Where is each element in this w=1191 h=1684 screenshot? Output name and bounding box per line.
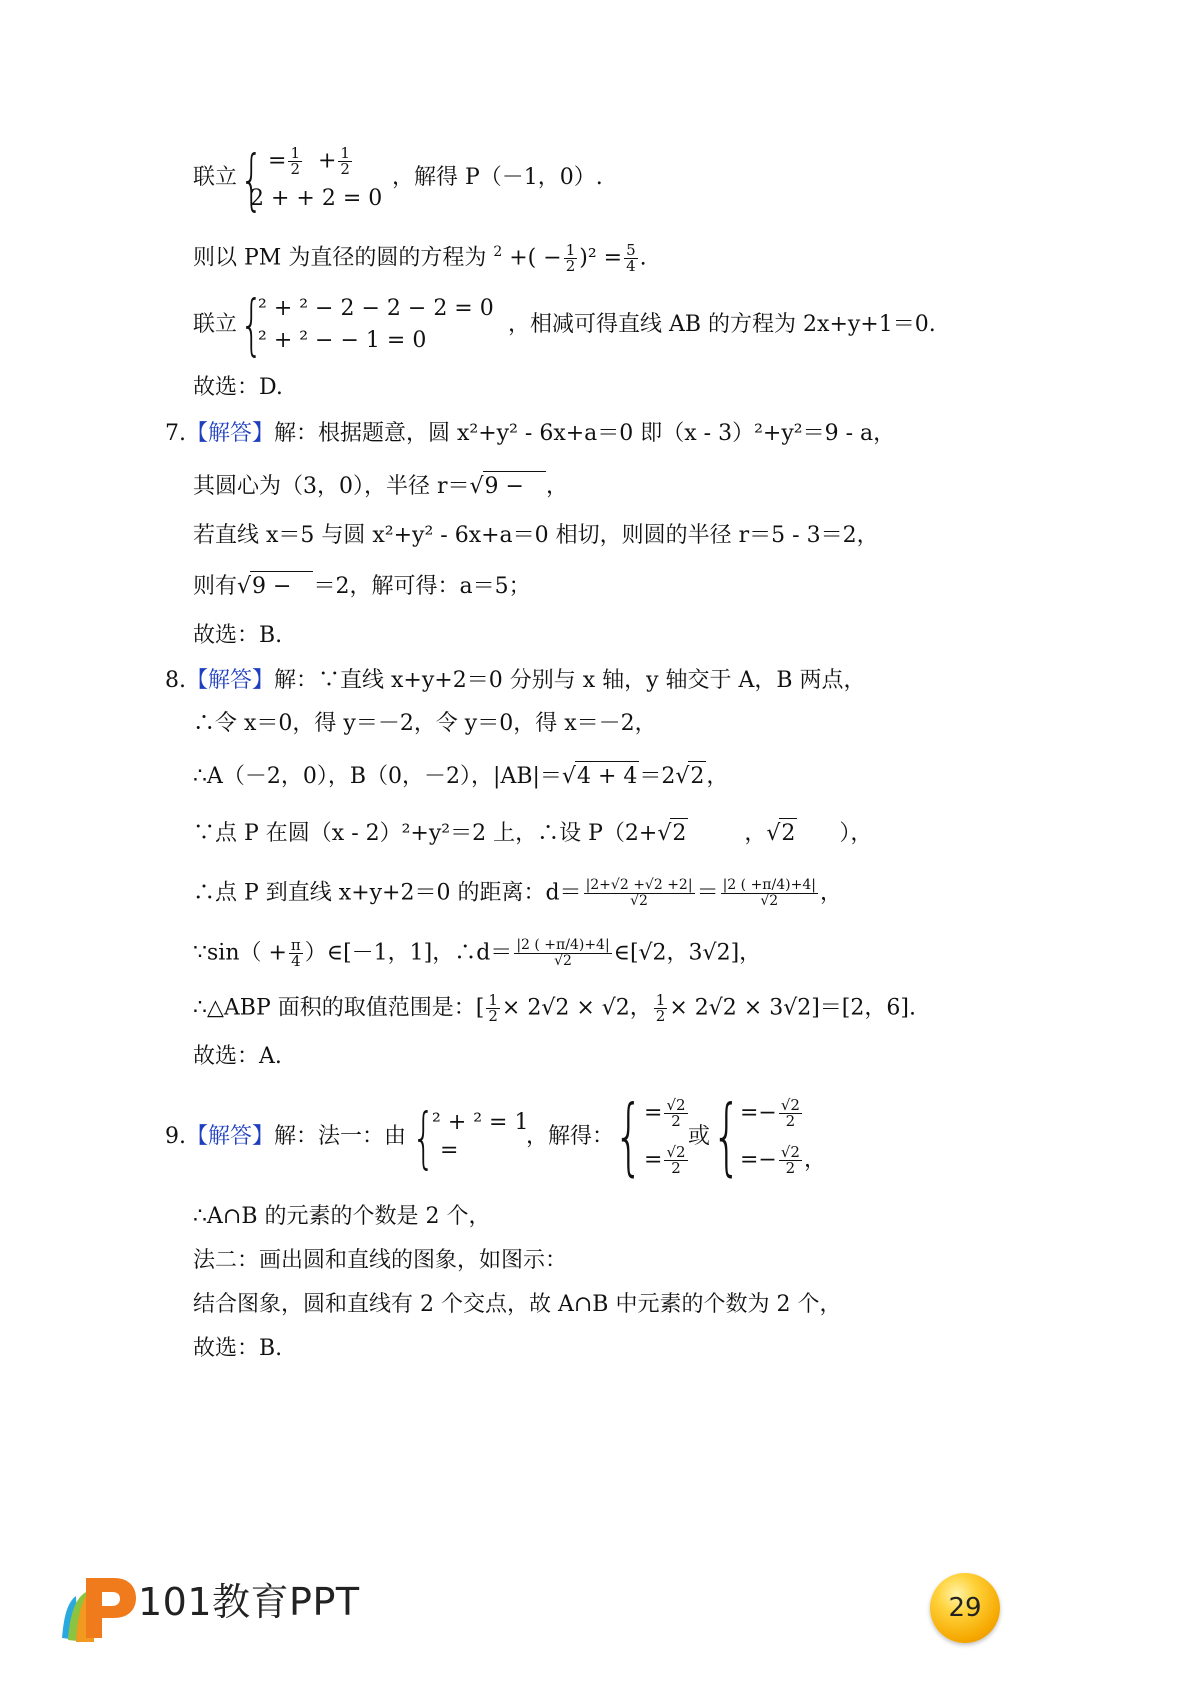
q9-solution1-row2: = $\frac{√2}{2}$	[644, 1143, 686, 1177]
q8-line2: ∴令 x＝0，得 y＝－2，令 y＝0，得 x＝－2，	[193, 711, 657, 736]
s6-system-row2: 2 + + 2 = 0	[250, 186, 383, 211]
q7-line3: 若直线 x＝5 与圆 x²+y² - 6x+a＝0 相切，则圆的半径 r＝5 - 3＝2，	[193, 523, 879, 548]
q9-solution2-row2: =− $\frac{√2}{2}$ ，	[740, 1143, 826, 1177]
q9-line1-mid: ，解得：	[526, 1124, 615, 1149]
s6-system2-row1: ² + ² − 2 − 2 − 2 = 0	[258, 296, 494, 321]
answer-tag: 【解答】	[186, 668, 275, 693]
q9-line4: 结合图象，圆和直线有 2 个交点，故 A∩B 中元素的个数为 2 个，	[193, 1292, 842, 1317]
q8-line1: 8.【解答】解：∵直线 x+y+2＝0 分别与 x 轴，y 轴交于 A，B 两点，	[165, 668, 866, 693]
q8-line7: ∴△ABP 面积的取值范围是：[ $\frac{1}{2}$ × 2√2 × √2， $\frac{1}{2}$ × 2√2 × 3√2]＝[2，6].	[193, 991, 916, 1025]
answer-tag: 【解答】	[186, 421, 275, 446]
q8-answer: 故选：A.	[193, 1044, 282, 1069]
q9-solution1-row1: = $\frac{√2}{2}$	[644, 1096, 686, 1130]
q9-answer: 故选：B.	[193, 1336, 283, 1361]
s6-system-row1: = $\frac{1}{2}$ + $\frac{1}{2}$	[268, 144, 350, 178]
s6-line1-prefix: 联立	[193, 165, 238, 190]
s6-line3-suffix: ，相减可得直线 AB 的方程为 2x+y+1＝0.	[508, 312, 936, 337]
q9-system-row1: ² + ² = 1	[432, 1110, 529, 1135]
q8-line4: ∵点 P 在圆（x - 2）²+y²＝2 上，∴设 P（2+√2 ，√2 ），	[193, 818, 872, 849]
q7-line1: 7.【解答】解：根据题意，圆 x²+y² - 6x+a＝0 即（x - 3）²+y²＝9 - a，	[165, 421, 896, 446]
s6-line3-prefix: 联立	[193, 312, 238, 337]
brace: {	[240, 141, 264, 218]
s6-line2: 则以 PM 为直径的圆的方程为 $^2$ +( − $\frac{1}{2}$ )² = $\frac{5}{4}$ .	[193, 240, 647, 275]
q9-system-row2: =	[440, 1138, 459, 1163]
brace: {	[712, 1087, 742, 1185]
answer-tag: 【解答】	[186, 1124, 275, 1149]
question-number: 9.	[165, 1124, 186, 1149]
question-number: 7.	[165, 421, 186, 446]
s6-system2-row2: ² + ² − − 1 = 0	[258, 328, 427, 353]
q8-line5: ∴点 P 到直线 x+y+2＝0 的距离：d＝ $\frac{|2+√2 +√2 +2|}{√2}$ ＝ $\frac{|2 ( +\pi/4)+4|}{√2}$ ，	[193, 877, 842, 909]
q9-solution2-row1: =− $\frac{√2}{2}$	[740, 1096, 800, 1130]
q7-line2: 其圆心为（3，0），半径 r＝√9 − ，	[193, 471, 568, 502]
q7-line4: 则有√9 − ＝2，解可得：a＝5；	[193, 571, 531, 602]
brace: {	[614, 1087, 644, 1185]
q9-line1-prefix: 9.【解答】解：法一：由	[165, 1124, 407, 1149]
brand-logo-icon	[58, 1568, 138, 1644]
q9-line2: ∴A∩B 的元素的个数是 2 个，	[193, 1204, 491, 1229]
brace: {	[412, 1099, 436, 1176]
question-number: 8.	[165, 668, 186, 693]
page-number-badge: 29	[930, 1573, 1000, 1643]
s6-line1-suffix: ，解得 P（－1，0）.	[392, 165, 603, 190]
q8-line3: ∴A（－2，0），B（0，－2），|AB|＝√4 + 4＝2√2，	[193, 761, 728, 792]
q8-line6: ∵sin（ + $\frac{\pi}{4}$ ）∈[－1，1]，∴d＝ $\frac{|2 ( +\pi/4)+4|}{√2}$ ∈[√2，3√2]，	[193, 936, 762, 970]
s6-answer: 故选：D.	[193, 375, 283, 400]
brand-name: 101教育PPT	[138, 1580, 360, 1624]
q7-answer: 故选：B.	[193, 623, 283, 648]
q9-line3: 法二：画出圆和直线的图象，如图示：	[193, 1248, 568, 1273]
brace: {	[240, 286, 264, 363]
q9-or: 或	[688, 1124, 711, 1149]
